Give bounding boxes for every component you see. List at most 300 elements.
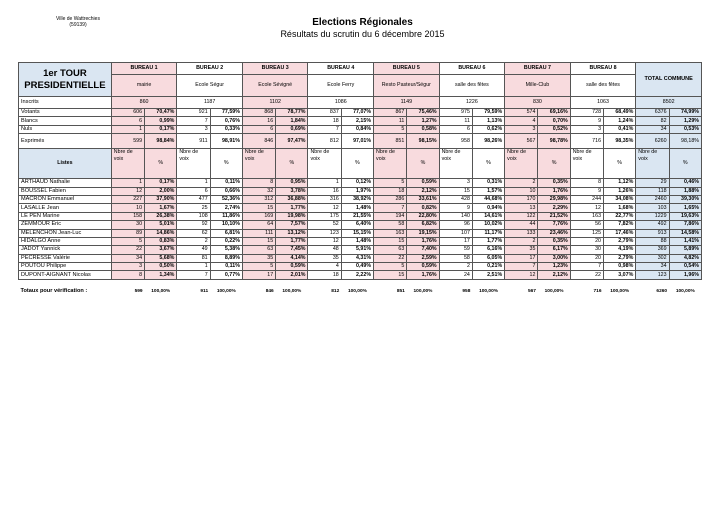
candidate-name: HIDALGO Anne xyxy=(19,237,112,245)
candidate-pct: 19,98% xyxy=(276,212,308,220)
candidate-voix: 59 xyxy=(439,246,472,254)
candidate-voix: 1 xyxy=(177,179,210,187)
nuls-pct: 0,58% xyxy=(407,125,439,133)
total-header: TOTAL COMMUNE xyxy=(636,63,702,97)
table-row xyxy=(19,195,702,203)
candidate-pct: 0,77% xyxy=(210,271,242,279)
nuls-value: 7 xyxy=(308,125,341,133)
table-row xyxy=(19,237,702,245)
candidate-voix: 286 xyxy=(374,195,407,203)
candidate-pct: 1,57% xyxy=(472,187,504,195)
table-row xyxy=(19,229,702,237)
exprimes-value: 599 xyxy=(111,134,144,149)
candidate-pct: 22,77% xyxy=(604,212,636,220)
nuls-pct: 0,33% xyxy=(210,125,242,133)
verification-value: 911 xyxy=(200,288,209,294)
candidate-pct: 36,88% xyxy=(276,195,308,203)
bureau-name: BUREAU 2 xyxy=(177,63,243,75)
candidate-pct: 6,16% xyxy=(472,246,504,254)
col-label-voix: Nbre de voix xyxy=(636,149,669,179)
candidate-pct: 44,68% xyxy=(472,195,504,203)
row-label-listes: Listes xyxy=(19,149,112,179)
candidate-pct: 4,82% xyxy=(669,254,701,262)
candidate-pct: 7,86% xyxy=(669,221,701,229)
candidate-voix: 5 xyxy=(111,237,144,245)
candidate-voix: 7 xyxy=(505,263,538,271)
nuls-pct: 0,84% xyxy=(341,125,373,133)
inscrits-value: 830 xyxy=(505,97,571,109)
candidate-pct: 5,01% xyxy=(145,221,177,229)
col-label-pct: % xyxy=(210,149,242,179)
verification-value: 100,00% xyxy=(151,288,171,294)
candidate-pct: 1,67% xyxy=(145,204,177,212)
municipality-code: (59139) xyxy=(69,22,87,28)
votants-value: 868 xyxy=(242,109,275,117)
candidate-pct: 7,76% xyxy=(538,221,570,229)
bureau-place: salle des fêtes xyxy=(570,75,636,97)
verification-value: 599 xyxy=(134,288,143,294)
table-row xyxy=(19,287,702,294)
bureau-place: mairie xyxy=(111,75,177,97)
candidate-pct: 52,36% xyxy=(210,195,242,203)
candidate-voix: 3 xyxy=(439,179,472,187)
candidate-voix: 62 xyxy=(177,229,210,237)
table-row xyxy=(19,254,702,262)
candidate-voix: 88 xyxy=(636,237,669,245)
candidate-voix: 302 xyxy=(636,254,669,262)
bureau-name: BUREAU 3 xyxy=(242,63,308,75)
candidate-voix: 12 xyxy=(111,187,144,195)
col-label-voix: Nbre de voix xyxy=(111,149,144,179)
candidate-voix: 64 xyxy=(242,221,275,229)
candidate-voix: 34 xyxy=(111,254,144,262)
candidate-voix: 17 xyxy=(242,271,275,279)
blancs-value: 9 xyxy=(570,117,603,125)
candidate-voix: 163 xyxy=(570,212,603,220)
votants-total: 6376 xyxy=(636,109,669,117)
candidate-pct: 3,78% xyxy=(276,187,308,195)
candidate-pct: 39,30% xyxy=(669,195,701,203)
candidate-voix: 17 xyxy=(505,254,538,262)
col-label-pct: % xyxy=(538,149,570,179)
candidate-pct: 0,59% xyxy=(276,263,308,271)
candidate-voix: 2 xyxy=(505,237,538,245)
corner-title: 1er TOUR PRESIDENTIELLE xyxy=(19,63,112,97)
candidate-pct: 2,12% xyxy=(538,271,570,279)
candidate-voix: 428 xyxy=(439,195,472,203)
candidate-pct: 0,98% xyxy=(604,263,636,271)
exprimes-value: 911 xyxy=(177,134,210,149)
candidate-pct: 1,88% xyxy=(669,187,701,195)
candidate-pct: 38,92% xyxy=(341,195,373,203)
candidate-pct: 0,22% xyxy=(210,237,242,245)
candidate-voix: 12 xyxy=(505,271,538,279)
blancs-pct: 0,99% xyxy=(145,117,177,125)
candidate-voix: 15 xyxy=(242,237,275,245)
votants-pct: 68,49% xyxy=(604,109,636,117)
candidate-voix: 15 xyxy=(242,204,275,212)
candidate-voix: 913 xyxy=(636,229,669,237)
candidate-pct: 14,86% xyxy=(145,229,177,237)
verification-value: 100,00% xyxy=(216,288,236,294)
blancs-value: 18 xyxy=(308,117,341,125)
inscrits-value: 1102 xyxy=(242,97,308,109)
candidate-voix: 34 xyxy=(636,263,669,271)
table-row xyxy=(19,187,702,195)
col-label-pct: % xyxy=(669,149,701,179)
exprimes-value: 716 xyxy=(570,134,603,149)
candidate-voix: 4 xyxy=(308,263,341,271)
col-label-pct: % xyxy=(407,149,439,179)
page-title: Elections Régionales xyxy=(312,17,413,28)
candidate-voix: 158 xyxy=(111,212,144,220)
candidate-pct: 8,89% xyxy=(210,254,242,262)
candidate-pct: 17,46% xyxy=(604,229,636,237)
candidate-name: PECRESSE Valérie xyxy=(19,254,112,262)
row-label-inscrits: Inscrits xyxy=(19,97,112,109)
candidate-pct: 6,05% xyxy=(472,254,504,262)
verification-value: 851 xyxy=(396,288,405,294)
candidate-voix: 58 xyxy=(374,221,407,229)
candidate-pct: 4,14% xyxy=(276,254,308,262)
candidate-pct: 1,76% xyxy=(407,271,439,279)
candidate-pct: 0,95% xyxy=(276,179,308,187)
exprimes-value: 846 xyxy=(242,134,275,149)
candidate-voix: 10 xyxy=(111,204,144,212)
candidate-voix: 22 xyxy=(111,246,144,254)
table-row xyxy=(19,75,702,97)
bureau-name: BUREAU 6 xyxy=(439,63,505,75)
col-label-voix: Nbre de voix xyxy=(439,149,472,179)
row-label-votants: Votants xyxy=(19,109,112,117)
candidate-pct: 2,74% xyxy=(210,204,242,212)
candidate-voix: 103 xyxy=(636,204,669,212)
candidate-pct: 14,58% xyxy=(669,229,701,237)
verification-label: Totaux pour vérification : xyxy=(20,287,88,294)
candidate-pct: 0,59% xyxy=(407,263,439,271)
candidate-voix: 12 xyxy=(570,204,603,212)
candidate-pct: 0,59% xyxy=(407,179,439,187)
candidate-pct: 4,19% xyxy=(604,246,636,254)
candidate-voix: 2 xyxy=(177,237,210,245)
verification-value: 100,00% xyxy=(282,288,302,294)
table-row xyxy=(19,63,702,75)
verification-value: 100,00% xyxy=(347,288,367,294)
candidate-voix: 15 xyxy=(374,271,407,279)
exprimes-pct: 97,01% xyxy=(341,134,373,149)
nuls-value: 3 xyxy=(177,125,210,133)
candidate-name: POUTOU Philippe xyxy=(19,263,112,271)
bureau-place: Ecole Sévigné xyxy=(242,75,308,97)
candidate-voix: 15 xyxy=(439,187,472,195)
candidate-voix: 1 xyxy=(177,263,210,271)
votants-value: 574 xyxy=(505,109,538,117)
candidate-pct: 7,57% xyxy=(276,221,308,229)
candidate-pct: 0,94% xyxy=(472,204,504,212)
candidate-voix: 244 xyxy=(570,195,603,203)
nuls-pct: 0,17% xyxy=(145,125,177,133)
candidate-voix: 58 xyxy=(439,254,472,262)
candidate-voix: 35 xyxy=(505,246,538,254)
votants-value: 606 xyxy=(111,109,144,117)
candidate-voix: 12 xyxy=(308,204,341,212)
candidate-voix: 8 xyxy=(242,179,275,187)
candidate-pct: 1,77% xyxy=(276,237,308,245)
table-row xyxy=(19,212,702,220)
col-label-pct: % xyxy=(604,149,636,179)
candidate-pct: 2,12% xyxy=(407,187,439,195)
candidate-voix: 1 xyxy=(111,179,144,187)
candidate-voix: 140 xyxy=(439,212,472,220)
candidate-pct: 11,86% xyxy=(210,212,242,220)
candidate-voix: 1 xyxy=(308,179,341,187)
exprimes-total: 6260 xyxy=(636,134,669,149)
candidate-pct: 1,26% xyxy=(604,187,636,195)
candidate-pct: 3,07% xyxy=(604,271,636,279)
candidate-voix: 2460 xyxy=(636,195,669,203)
candidate-voix: 122 xyxy=(505,212,538,220)
table-row xyxy=(19,97,702,109)
candidate-pct: 5,38% xyxy=(210,246,242,254)
blancs-pct: 0,70% xyxy=(538,117,570,125)
votants-value: 867 xyxy=(374,109,407,117)
candidate-voix: 107 xyxy=(439,229,472,237)
candidate-voix: 35 xyxy=(308,254,341,262)
nuls-value: 3 xyxy=(570,125,603,133)
candidate-voix: 2 xyxy=(439,263,472,271)
candidate-voix: 2 xyxy=(505,179,538,187)
table-row xyxy=(19,109,702,117)
exprimes-pct: 98,35% xyxy=(604,134,636,149)
candidate-pct: 11,17% xyxy=(472,229,504,237)
candidate-voix: 92 xyxy=(177,221,210,229)
candidate-pct: 14,61% xyxy=(472,212,504,220)
candidate-voix: 477 xyxy=(177,195,210,203)
nuls-pct: 0,41% xyxy=(604,125,636,133)
candidate-pct: 0,35% xyxy=(538,179,570,187)
votants-pct: 75,46% xyxy=(407,109,439,117)
bureau-name: BUREAU 5 xyxy=(374,63,440,75)
bureau-name: BUREAU 8 xyxy=(570,63,636,75)
candidate-voix: 30 xyxy=(570,246,603,254)
blancs-pct: 2,15% xyxy=(341,117,373,125)
verification-value: 716 xyxy=(593,288,602,294)
candidate-pct: 1,96% xyxy=(669,271,701,279)
bureau-name: BUREAU 7 xyxy=(505,63,571,75)
exprimes-value: 812 xyxy=(308,134,341,149)
candidate-voix: 30 xyxy=(111,221,144,229)
verification-value: 100,00% xyxy=(675,288,695,294)
candidate-voix: 7 xyxy=(374,204,407,212)
exprimes-value: 958 xyxy=(439,134,472,149)
exprimes-value: 567 xyxy=(505,134,538,149)
exprimes-pct: 98,84% xyxy=(145,134,177,149)
candidate-name: LE PEN Marine xyxy=(19,212,112,220)
candidate-pct: 6,17% xyxy=(538,246,570,254)
candidate-pct: 1,23% xyxy=(538,263,570,271)
col-label-pct: % xyxy=(145,149,177,179)
candidate-pct: 21,55% xyxy=(341,212,373,220)
municipality-name: Ville de Wattrechies xyxy=(56,16,100,22)
candidate-voix: 316 xyxy=(308,195,341,203)
candidate-voix: 63 xyxy=(374,246,407,254)
candidate-voix: 22 xyxy=(570,271,603,279)
col-label-voix: Nbre de voix xyxy=(308,149,341,179)
candidate-voix: 9 xyxy=(439,204,472,212)
bureau-name: BUREAU 4 xyxy=(308,63,374,75)
candidate-pct: 26,38% xyxy=(145,212,177,220)
table-row xyxy=(19,179,702,187)
blancs-value: 4 xyxy=(505,117,538,125)
nuls-total: 34 xyxy=(636,125,669,133)
candidate-pct: 6,40% xyxy=(341,221,373,229)
exprimes-pct: 98,78% xyxy=(538,134,570,149)
candidate-voix: 5 xyxy=(374,263,407,271)
candidate-voix: 5 xyxy=(374,179,407,187)
candidate-voix: 29 xyxy=(636,179,669,187)
candidate-voix: 7 xyxy=(177,271,210,279)
verification-value: 567 xyxy=(527,288,536,294)
candidate-voix: 170 xyxy=(505,195,538,203)
candidate-pct: 13,12% xyxy=(276,229,308,237)
nuls-pct: 0,69% xyxy=(276,125,308,133)
nuls-value: 6 xyxy=(242,125,275,133)
candidate-voix: 1229 xyxy=(636,212,669,220)
exprimes-value: 851 xyxy=(374,134,407,149)
table-row xyxy=(19,279,702,287)
candidate-pct: 0,12% xyxy=(341,179,373,187)
exprimes-pct: 97,47% xyxy=(276,134,308,149)
votants-pct: 79,59% xyxy=(472,109,504,117)
candidate-voix: 111 xyxy=(242,229,275,237)
candidate-voix: 133 xyxy=(505,229,538,237)
votants-pct: 70,47% xyxy=(145,109,177,117)
candidate-pct: 1,65% xyxy=(669,204,701,212)
inscrits-value: 1187 xyxy=(177,97,243,109)
candidate-voix: 22 xyxy=(374,254,407,262)
candidate-voix: 492 xyxy=(636,221,669,229)
col-label-voix: Nbre de voix xyxy=(505,149,538,179)
row-label-blancs: Blancs xyxy=(19,117,112,125)
inscrits-value: 1226 xyxy=(439,97,505,109)
candidate-pct: 1,77% xyxy=(276,204,308,212)
candidate-voix: 44 xyxy=(505,221,538,229)
col-label-voix: Nbre de voix xyxy=(177,149,210,179)
candidate-pct: 33,61% xyxy=(407,195,439,203)
candidate-voix: 35 xyxy=(242,254,275,262)
blancs-pct: 0,76% xyxy=(210,117,242,125)
candidate-pct: 10,02% xyxy=(472,221,504,229)
candidate-voix: 20 xyxy=(570,237,603,245)
nuls-value: 3 xyxy=(505,125,538,133)
row-label-exprimes: Exprimés xyxy=(19,134,112,149)
blancs-value: 11 xyxy=(439,117,472,125)
candidate-pct: 1,34% xyxy=(145,271,177,279)
candidate-voix: 369 xyxy=(636,246,669,254)
bureau-place: Ecole Ségur xyxy=(177,75,243,97)
candidate-pct: 10,10% xyxy=(210,221,242,229)
candidate-voix: 52 xyxy=(308,221,341,229)
candidate-pct: 29,98% xyxy=(538,195,570,203)
exprimes-total-pct: 98,18% xyxy=(669,134,701,149)
candidate-voix: 9 xyxy=(570,187,603,195)
table-row xyxy=(19,263,702,271)
inscrits-value: 860 xyxy=(111,97,177,109)
bureau-place: Mille-Club xyxy=(505,75,571,97)
candidate-name: MACRON Emmanuel xyxy=(19,195,112,203)
candidate-voix: 118 xyxy=(636,187,669,195)
candidate-voix: 108 xyxy=(177,212,210,220)
candidate-voix: 123 xyxy=(308,229,341,237)
candidate-voix: 123 xyxy=(636,271,669,279)
spacer xyxy=(19,279,702,287)
votants-value: 921 xyxy=(177,109,210,117)
candidate-voix: 49 xyxy=(177,246,210,254)
blancs-value: 7 xyxy=(177,117,210,125)
candidate-voix: 312 xyxy=(242,195,275,203)
votants-pct: 77,07% xyxy=(341,109,373,117)
votants-value: 975 xyxy=(439,109,472,117)
candidate-pct: 0,50% xyxy=(145,263,177,271)
candidate-voix: 56 xyxy=(570,221,603,229)
candidate-pct: 1,68% xyxy=(604,204,636,212)
candidate-voix: 12 xyxy=(308,237,341,245)
candidate-voix: 6 xyxy=(177,187,210,195)
candidate-pct: 2,79% xyxy=(604,237,636,245)
table-row xyxy=(19,125,702,133)
candidate-pct: 5,68% xyxy=(145,254,177,262)
verification-value: 100,00% xyxy=(544,288,564,294)
candidate-pct: 1,97% xyxy=(341,187,373,195)
nuls-value: 5 xyxy=(374,125,407,133)
candidate-voix: 125 xyxy=(570,229,603,237)
table-row xyxy=(19,221,702,229)
candidate-pct: 5,91% xyxy=(341,246,373,254)
candidate-voix: 10 xyxy=(505,187,538,195)
candidate-name: BOUSSEL Fabien xyxy=(19,187,112,195)
verification-value: 100,00% xyxy=(610,288,630,294)
candidate-voix: 5 xyxy=(242,263,275,271)
candidate-pct: 2,01% xyxy=(276,271,308,279)
nuls-pct: 0,62% xyxy=(472,125,504,133)
candidate-voix: 3 xyxy=(111,263,144,271)
verification-value: 958 xyxy=(462,288,471,294)
verification-value: 100,00% xyxy=(479,288,498,294)
exprimes-pct: 98,26% xyxy=(472,134,504,149)
candidate-voix: 24 xyxy=(439,271,472,279)
bureau-place: Resto Pasteur/Ségur xyxy=(374,75,440,97)
candidate-pct: 7,45% xyxy=(276,246,308,254)
blancs-total-pct: 1,29% xyxy=(669,117,701,125)
candidate-pct: 1,48% xyxy=(341,204,373,212)
row-label-nuls: Nuls xyxy=(19,125,112,133)
candidate-voix: 175 xyxy=(308,212,341,220)
table-row xyxy=(19,204,702,212)
candidate-pct: 7,40% xyxy=(407,246,439,254)
candidate-pct: 37,90% xyxy=(145,195,177,203)
candidate-pct: 1,76% xyxy=(407,237,439,245)
col-label-voix: Nbre de voix xyxy=(242,149,275,179)
col-label-pct: % xyxy=(341,149,373,179)
candidate-pct: 7,82% xyxy=(604,221,636,229)
candidate-name: ARTHAUD Nathalie xyxy=(19,179,112,187)
candidate-pct: 21,52% xyxy=(538,212,570,220)
candidate-pct: 2,29% xyxy=(538,204,570,212)
bureau-place: salle des fêtes xyxy=(439,75,505,97)
candidate-voix: 25 xyxy=(177,204,210,212)
results-table xyxy=(18,62,702,295)
candidate-pct: 0,17% xyxy=(145,179,177,187)
